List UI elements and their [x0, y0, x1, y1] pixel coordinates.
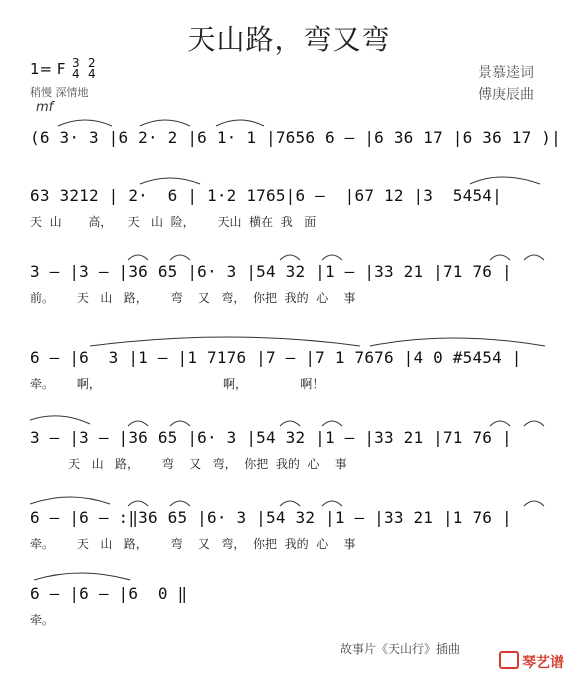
- watermark-text: 琴艺谱: [522, 655, 564, 671]
- notes-line-1: (6 3· 3 |6 2· 2 |6 1· 1 |7656 6 – |6 36 17 |6 36 17 )|: [30, 128, 561, 147]
- notes-line-7: 6 – |6 – |6 0 ‖: [30, 584, 188, 603]
- lyrics-line-3: 前。 天 山 路， 弯 又 弯， 你把 我的 心 事: [30, 291, 356, 305]
- composer-credit: 傅庚辰曲: [478, 87, 534, 103]
- lyrics-line-4: 牵。 啊， 啊， 啊！: [30, 377, 325, 391]
- key-signature: 1= F: [30, 60, 66, 78]
- time-signature-3-4: 3 4: [72, 56, 80, 81]
- time-signature-2-4: 2 4: [88, 56, 96, 81]
- lyrics-line-6: 牵。 天 山 路， 弯 又 弯， 你把 我的 心 事: [30, 537, 356, 551]
- lyrics-line-2: 天 山 高， 天 山 险， 天山 横在 我 面: [30, 215, 317, 229]
- score-line-5: [30, 428, 550, 488]
- notes-line-4: 6 – |6 3 |1 – |1 7176 |7 – |7 1 7676 |4 0 #5454 |: [30, 348, 522, 367]
- lyrics-line-5: 天 山 路， 弯 又 弯， 你把 我的 心 事: [30, 457, 347, 471]
- score-line-4: [30, 348, 550, 408]
- lyrics-line-7: 牵。: [30, 613, 55, 627]
- dynamic-marking: mf: [36, 100, 54, 115]
- score-line-7: [30, 584, 550, 644]
- notes-line-5: 3 – |3 – |36 65 |6· 3 |54 32 |1 – |33 21 |71 76 |: [30, 428, 512, 447]
- notes-line-6: 6 – |6 – :‖36 65 |6· 3 |54 32 |1 – |33 21 |1 76 |: [30, 508, 512, 527]
- score-line-2: [30, 186, 550, 246]
- source-note: 故事片《天山行》插曲: [340, 642, 461, 656]
- logo-icon: [499, 651, 519, 669]
- notes-line-2: 63 3212 | 2· 6 | 1·2 1765|6 – |67 12 |3 5454|: [30, 186, 502, 205]
- notes-line-3: 3 – |3 – |36 65 |6· 3 |54 32 |1 – |33 21 |71 76 |: [30, 262, 512, 281]
- score-line-3: [30, 262, 550, 322]
- song-title: 天山路，弯又弯: [187, 23, 391, 56]
- watermark-logo: [489, 635, 564, 672]
- score-line-6: [30, 508, 550, 568]
- tempo-marking: 稍慢 深情地: [30, 86, 89, 99]
- lyricist-credit: 景慕逵词: [478, 65, 534, 81]
